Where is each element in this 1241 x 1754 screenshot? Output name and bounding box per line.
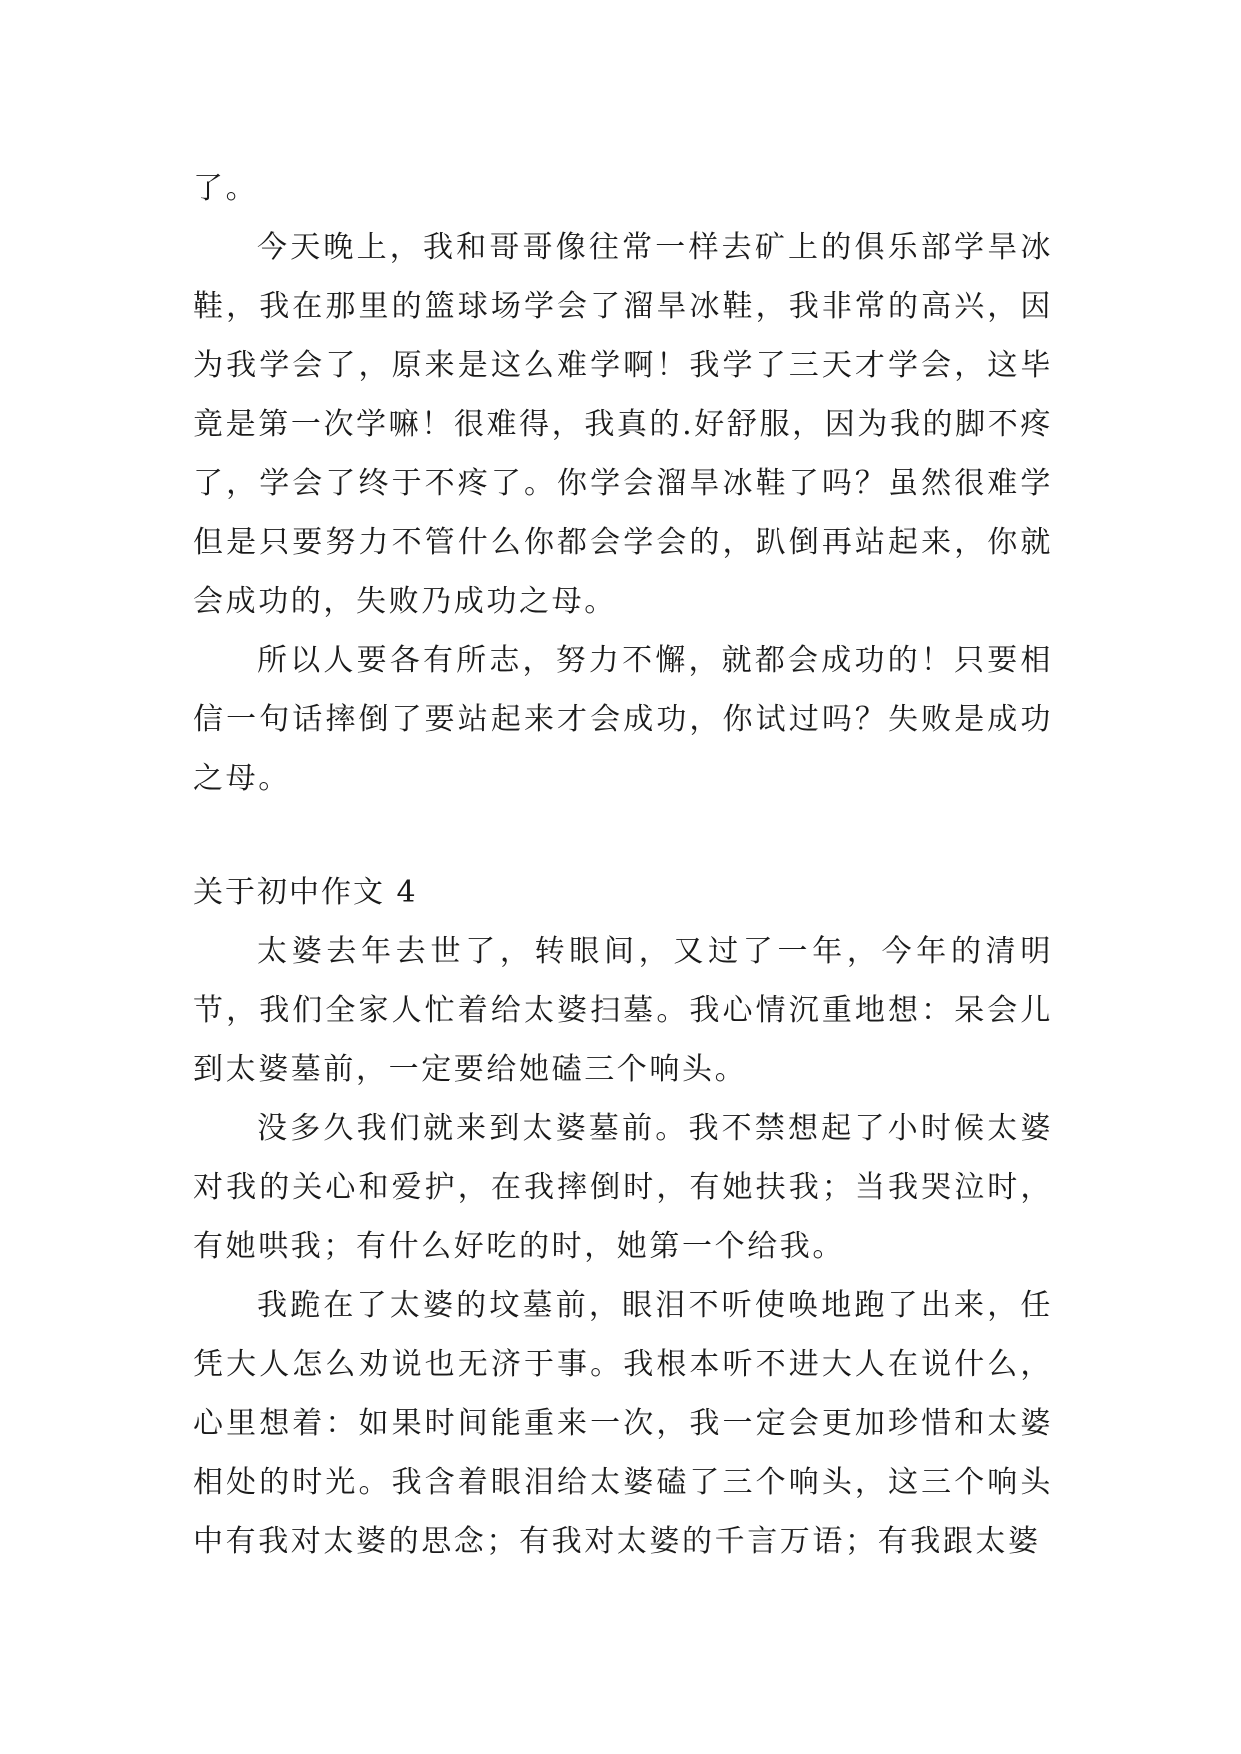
paragraph-continuation: 了。 bbox=[193, 171, 259, 206]
section-heading: 关于初中作文 4 bbox=[193, 875, 418, 910]
paragraph-skating: 今天晚上，我和哥哥像往常一样去矿上的俱乐部学旱冰鞋，我在那里的篮球场学会了溜旱冰鞋，我非常的高兴，因为我学会了，原来是这么难学啊！我学了三天才学会，这毕竟是第一次学嘛！很难得，我真的.好舒服，因为我的脚不疼了，学会了终于不疼了。你学会溜旱冰鞋了吗？虽然很难学但是只要努力不管什么你都会学会的，趴倒再站起来，你就会成功的，失败乃成功之母。 bbox=[193, 230, 1053, 619]
document-body bbox=[193, 159, 1053, 1571]
paragraph-conclusion: 所以人要各有所志，努力不懈，就都会成功的！只要相信一句话摔倒了要站起来才会成功，你试过吗？失败是成功之母。 bbox=[193, 643, 1053, 796]
paragraph-tomb-sweeping: 太婆去年去世了，转眼间，又过了一年，今年的清明节，我们全家人忙着给太婆扫墓。我心情沉重地想：呆会儿到太婆墓前，一定要给她磕三个响头。 bbox=[193, 934, 1053, 1087]
paragraph-memories: 没多久我们就来到太婆墓前。我不禁想起了小时候太婆对我的关心和爱护，在我摔倒时，有她扶我；当我哭泣时，有她哄我；有什么好吃的时，她第一个给我。 bbox=[193, 1111, 1053, 1264]
paragraph-kneeling: 我跪在了太婆的坟墓前，眼泪不听使唤地跑了出来，任凭大人怎么劝说也无济于事。我根本听不进大人在说什么，心里想着：如果时间能重来一次，我一定会更加珍惜和太婆相处的时光。我含着眼泪给太婆磕了三个响头，这三个响头中有我对太婆的思念；有我对太婆的千言万语；有我跟太婆 bbox=[193, 1288, 1053, 1559]
